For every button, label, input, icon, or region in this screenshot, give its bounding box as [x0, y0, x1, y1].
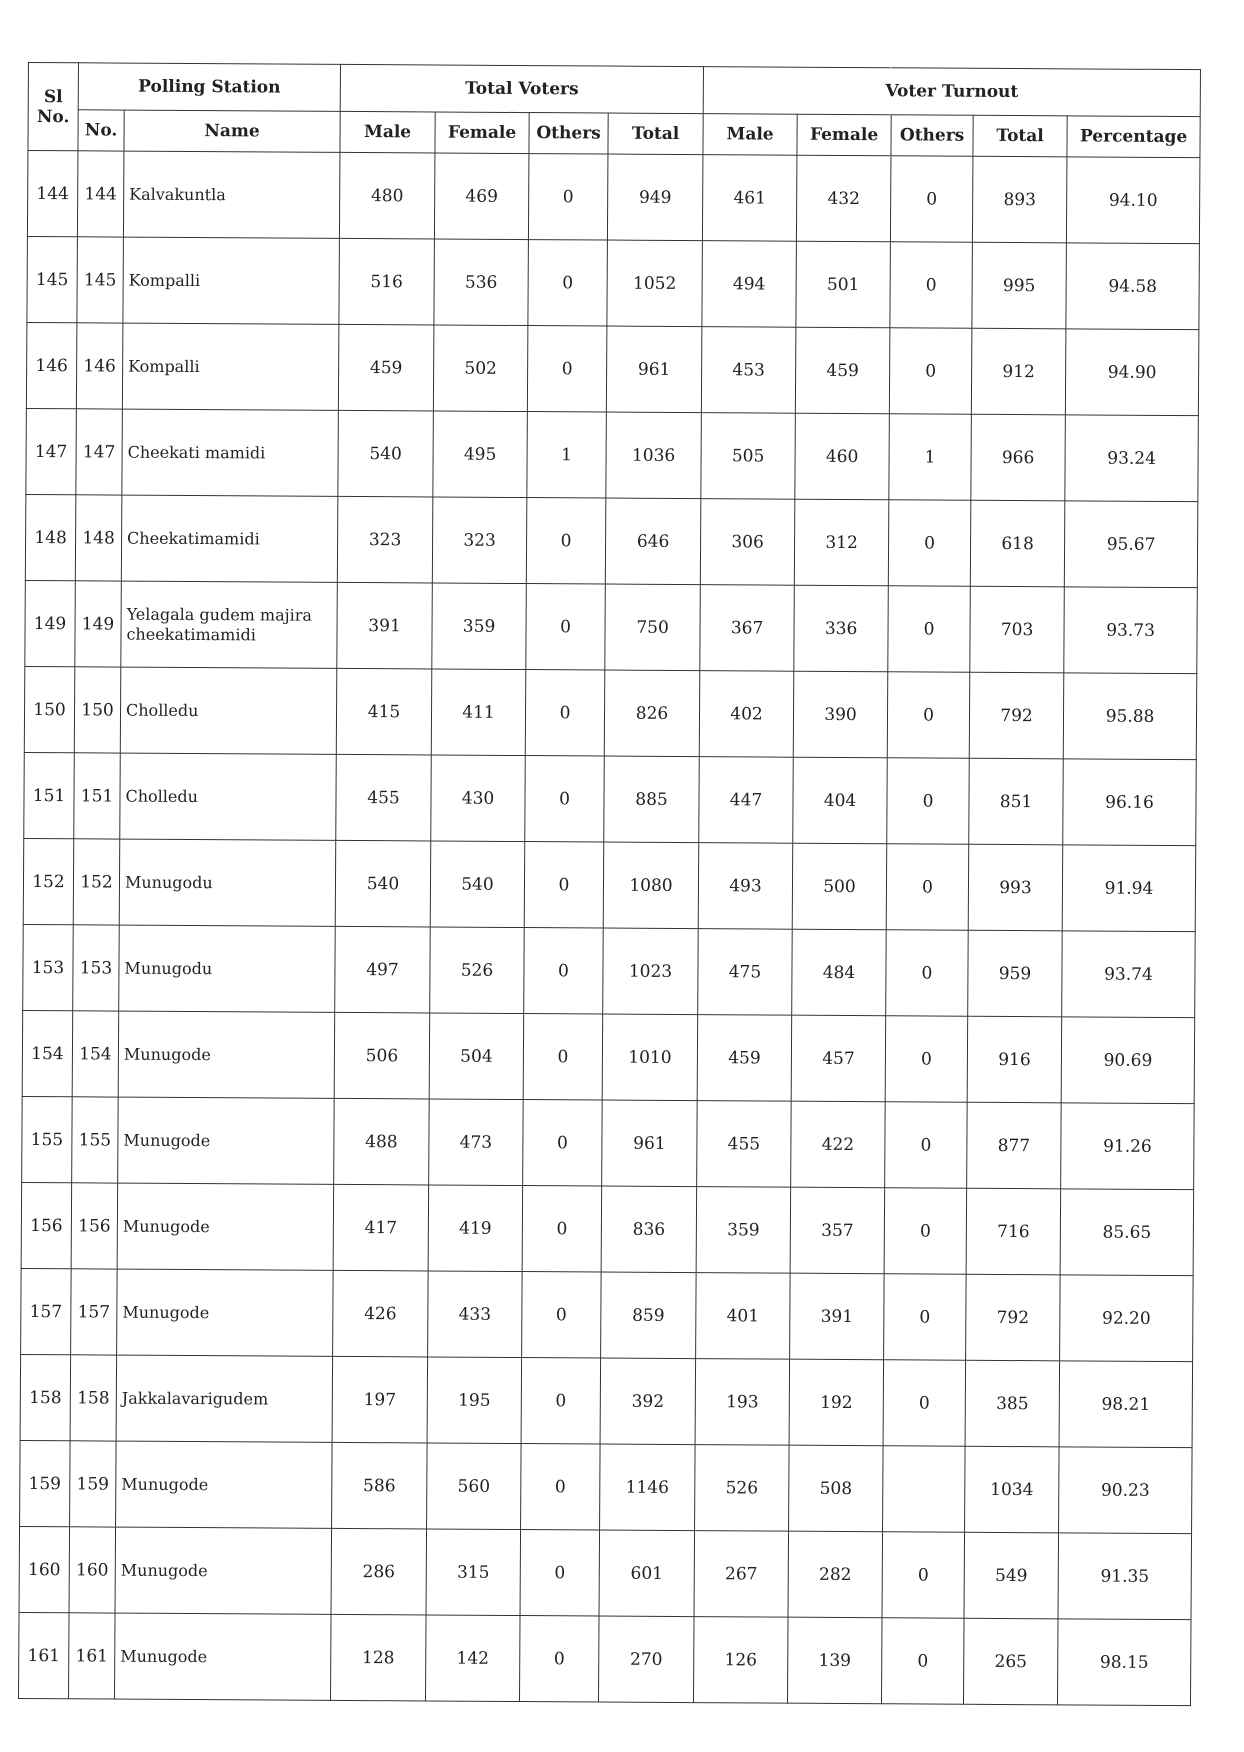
tv-total-cell: 1080 — [603, 842, 699, 929]
vt-total-cell: 851 — [969, 758, 1064, 845]
tv-female-cell: 430 — [431, 755, 526, 842]
sl-cell: 157 — [21, 1268, 72, 1354]
tv-female-cell: 315 — [426, 1529, 521, 1616]
no-cell: 158 — [70, 1355, 117, 1441]
vt-male-cell: 193 — [695, 1359, 790, 1446]
tv-others-cell: 0 — [520, 1616, 600, 1702]
col-tv-female: Female — [435, 112, 529, 154]
table-row — [21, 1182, 1194, 1275]
tv-others-cell: 0 — [522, 1186, 602, 1272]
tv-others-cell: 0 — [520, 1530, 600, 1616]
percentage-cell: 92.20 — [1060, 1275, 1194, 1362]
no-cell: 148 — [75, 495, 122, 581]
station-name-cell: Munugode — [118, 1097, 335, 1184]
vt-female-cell: 336 — [794, 585, 889, 672]
vt-total-cell: 893 — [972, 156, 1067, 243]
vt-others-cell: 0 — [882, 1532, 965, 1618]
vt-total-cell: 385 — [965, 1360, 1060, 1447]
vt-others-cell: 0 — [886, 930, 969, 1016]
col-vt-total: Total — [973, 115, 1067, 157]
vt-total-cell: 618 — [970, 500, 1065, 587]
sl-cell: 146 — [26, 322, 77, 408]
vt-others-cell: 0 — [882, 1618, 965, 1704]
vt-total-cell: 265 — [964, 1618, 1059, 1705]
tv-others-cell: 0 — [523, 1014, 603, 1100]
vt-male-cell: 447 — [699, 757, 794, 844]
vt-male-cell: 459 — [697, 1015, 792, 1102]
sl-cell: 151 — [24, 752, 75, 838]
tv-male-cell: 415 — [336, 668, 432, 755]
no-cell: 161 — [69, 1613, 116, 1699]
no-cell: 151 — [74, 753, 121, 839]
table-row — [26, 322, 1199, 415]
tv-others-cell: 0 — [523, 1100, 603, 1186]
tv-male-cell: 540 — [335, 840, 431, 927]
percentage-cell: 94.10 — [1066, 157, 1200, 244]
station-name-cell: Munugode — [116, 1441, 333, 1528]
vt-female-cell: 484 — [792, 929, 887, 1016]
tv-female-cell: 473 — [429, 1099, 524, 1186]
no-cell: 154 — [72, 1011, 119, 1097]
tv-female-cell: 502 — [433, 325, 528, 412]
table-row — [24, 666, 1197, 759]
tv-total-cell: 836 — [601, 1186, 697, 1273]
percentage-cell: 91.35 — [1058, 1533, 1192, 1620]
vt-female-cell: 501 — [796, 241, 891, 328]
no-cell: 147 — [76, 409, 123, 495]
tv-others-cell: 0 — [528, 240, 608, 326]
tv-female-cell: 469 — [434, 153, 529, 240]
vt-total-cell: 716 — [966, 1188, 1061, 1275]
tv-total-cell: 750 — [605, 584, 701, 671]
no-cell: 152 — [73, 839, 120, 925]
vt-female-cell: 192 — [789, 1359, 884, 1446]
tv-female-cell: 323 — [432, 497, 527, 584]
group-voter-turnout: Voter Turnout — [703, 67, 1200, 117]
no-cell: 149 — [75, 581, 122, 667]
station-name-cell: Munugodu — [119, 839, 336, 926]
tv-total-cell: 392 — [600, 1358, 696, 1445]
vt-others-cell: 1 — [889, 414, 972, 500]
vt-total-cell: 703 — [970, 586, 1065, 673]
tv-total-cell: 885 — [604, 756, 700, 843]
percentage-cell: 93.74 — [1062, 931, 1196, 1018]
station-name-cell: Munugodu — [119, 925, 336, 1012]
vt-others-cell: 0 — [885, 1016, 968, 1102]
tv-male-cell: 197 — [332, 1356, 428, 1443]
tv-others-cell: 0 — [524, 842, 604, 928]
tv-others-cell: 0 — [522, 1272, 602, 1358]
station-name-cell: Munugode — [115, 1613, 332, 1700]
vt-female-cell: 422 — [791, 1101, 886, 1188]
vt-female-cell: 390 — [793, 671, 888, 758]
vt-female-cell: 282 — [788, 1531, 883, 1618]
vt-female-cell: 404 — [793, 757, 888, 844]
table-row — [19, 1526, 1192, 1619]
col-sl-no: Sl No. — [28, 63, 79, 151]
tv-male-cell: 426 — [333, 1270, 429, 1357]
table-row — [24, 752, 1197, 845]
col-vt-male: Male — [703, 114, 797, 156]
group-total-voters: Total Voters — [340, 64, 703, 113]
vt-others-cell: 0 — [889, 328, 972, 414]
header-row-1 — [28, 63, 1200, 117]
percentage-cell: 94.58 — [1066, 243, 1200, 330]
vt-others-cell: 0 — [884, 1274, 967, 1360]
tv-others-cell: 1 — [527, 412, 607, 498]
station-name-cell: Jakkalavarigudem — [116, 1355, 333, 1442]
percentage-cell: 94.90 — [1065, 329, 1199, 416]
vt-male-cell: 267 — [694, 1531, 789, 1618]
no-cell: 156 — [71, 1183, 118, 1269]
tv-male-cell: 323 — [337, 496, 433, 583]
tv-others-cell: 0 — [524, 928, 604, 1014]
no-cell: 150 — [74, 667, 121, 753]
table-row — [23, 838, 1196, 931]
sl-cell: 154 — [22, 1010, 73, 1096]
vt-female-cell: 457 — [791, 1015, 886, 1102]
sl-cell: 155 — [22, 1096, 73, 1182]
percentage-cell: 95.88 — [1063, 673, 1197, 760]
no-cell: 157 — [71, 1269, 118, 1355]
vt-male-cell: 494 — [702, 241, 797, 328]
vt-total-cell: 959 — [968, 930, 1063, 1017]
tv-male-cell: 497 — [335, 926, 431, 1013]
station-name-cell: Cheekatimamidi — [121, 495, 338, 582]
no-cell: 145 — [77, 237, 124, 323]
station-name-cell: Kalvakuntla — [123, 151, 340, 238]
vt-others-cell: 0 — [890, 156, 973, 242]
vt-total-cell: 549 — [964, 1532, 1059, 1619]
vt-others-cell: 0 — [885, 1102, 968, 1188]
percentage-cell: 93.24 — [1065, 415, 1199, 502]
col-no: No. — [78, 110, 124, 151]
tv-total-cell: 1010 — [602, 1014, 698, 1101]
vt-total-cell: 792 — [966, 1274, 1061, 1361]
table-row — [25, 580, 1198, 673]
vt-others-cell: 0 — [884, 1188, 967, 1274]
no-cell: 160 — [69, 1527, 116, 1613]
tv-female-cell: 142 — [426, 1615, 521, 1702]
tv-female-cell: 504 — [429, 1013, 524, 1100]
col-tv-total: Total — [608, 113, 703, 155]
station-name-cell: Yelagala gudem majira cheekatimamidi — [121, 581, 338, 668]
no-cell: 153 — [73, 925, 120, 1011]
station-name-cell: Kompalli — [122, 323, 339, 410]
tv-total-cell: 859 — [601, 1272, 697, 1359]
vt-male-cell: 493 — [698, 843, 793, 930]
tv-male-cell: 516 — [339, 238, 435, 325]
percentage-cell: 91.94 — [1062, 845, 1196, 932]
percentage-cell: 90.69 — [1061, 1017, 1195, 1104]
table-row — [20, 1354, 1193, 1447]
no-cell: 159 — [70, 1441, 117, 1527]
tv-total-cell: 270 — [599, 1616, 695, 1703]
col-vt-female: Female — [797, 114, 891, 156]
vt-male-cell: 455 — [697, 1101, 792, 1188]
tv-male-cell: 286 — [331, 1528, 427, 1615]
table-row — [20, 1440, 1193, 1533]
vt-male-cell: 526 — [695, 1445, 790, 1532]
vt-others-cell — [883, 1446, 966, 1532]
vt-male-cell: 306 — [700, 499, 795, 586]
tv-male-cell: 391 — [337, 582, 433, 669]
sl-cell: 152 — [23, 838, 74, 924]
tv-total-cell: 601 — [599, 1530, 695, 1617]
station-name-cell: Cholledu — [120, 667, 337, 754]
table-row — [25, 494, 1198, 587]
vt-female-cell: 357 — [790, 1187, 885, 1274]
station-name-cell: Cholledu — [120, 753, 337, 840]
vt-male-cell: 475 — [698, 929, 793, 1016]
station-name-cell: Munugode — [117, 1183, 334, 1270]
tv-total-cell: 949 — [607, 154, 703, 241]
tv-others-cell: 0 — [526, 584, 606, 670]
vt-total-cell: 966 — [971, 414, 1066, 501]
sl-cell: 145 — [27, 236, 78, 322]
tv-female-cell: 540 — [430, 841, 525, 928]
table-row — [22, 1010, 1195, 1103]
vt-female-cell: 460 — [795, 413, 890, 500]
tv-male-cell: 540 — [338, 410, 434, 497]
vt-others-cell: 0 — [886, 844, 969, 930]
vt-male-cell: 126 — [694, 1617, 789, 1704]
percentage-cell: 98.21 — [1059, 1361, 1193, 1448]
vt-male-cell: 359 — [696, 1187, 791, 1274]
table-row — [27, 236, 1200, 329]
tv-female-cell: 419 — [428, 1185, 523, 1272]
table-row — [22, 1096, 1195, 1189]
percentage-cell: 95.67 — [1064, 501, 1198, 588]
sl-cell: 156 — [21, 1182, 72, 1268]
tv-others-cell: 0 — [527, 326, 607, 412]
tv-female-cell: 433 — [428, 1271, 523, 1358]
vt-female-cell: 459 — [795, 327, 890, 414]
tv-total-cell: 1036 — [606, 412, 702, 499]
vt-others-cell: 0 — [888, 500, 971, 586]
tv-others-cell: 0 — [521, 1358, 601, 1444]
tv-others-cell: 0 — [525, 756, 605, 842]
tv-total-cell: 826 — [604, 670, 700, 757]
vt-total-cell: 995 — [972, 242, 1067, 329]
tv-total-cell: 1052 — [607, 240, 703, 327]
station-name-cell: Cheekati mamidi — [122, 409, 339, 496]
tv-total-cell: 961 — [602, 1100, 698, 1187]
vt-total-cell: 877 — [967, 1102, 1062, 1189]
sl-cell: 161 — [19, 1612, 70, 1698]
no-cell: 146 — [76, 323, 123, 409]
percentage-cell: 93.73 — [1064, 587, 1198, 674]
vt-female-cell: 508 — [789, 1445, 884, 1532]
tv-others-cell: 0 — [528, 154, 608, 240]
sl-cell: 159 — [20, 1440, 71, 1526]
vt-female-cell: 500 — [792, 843, 887, 930]
vt-others-cell: 0 — [887, 758, 970, 844]
percentage-cell: 90.23 — [1059, 1447, 1193, 1534]
percentage-cell: 91.26 — [1061, 1103, 1195, 1190]
station-name-cell: Kompalli — [123, 237, 340, 324]
vt-others-cell: 0 — [883, 1360, 966, 1446]
tv-male-cell: 586 — [332, 1442, 428, 1529]
vt-female-cell: 391 — [790, 1273, 885, 1360]
sl-cell: 150 — [24, 666, 75, 752]
sl-cell: 158 — [20, 1354, 71, 1440]
tv-male-cell: 488 — [334, 1098, 430, 1185]
sl-cell: 147 — [26, 408, 77, 494]
station-name-cell: Munugode — [115, 1527, 332, 1614]
table-row — [21, 1268, 1194, 1361]
percentage-cell: 85.65 — [1060, 1189, 1194, 1276]
tv-others-cell: 0 — [525, 670, 605, 756]
no-cell: 144 — [77, 151, 124, 237]
table-body — [19, 151, 1200, 1706]
table-row — [27, 151, 1200, 244]
tv-male-cell: 480 — [339, 152, 435, 239]
tv-female-cell: 536 — [434, 239, 529, 326]
vt-total-cell: 912 — [971, 328, 1066, 415]
vt-male-cell: 402 — [699, 671, 794, 758]
document-sheet — [18, 62, 1200, 1706]
vt-total-cell: 993 — [968, 844, 1063, 931]
sl-cell: 160 — [19, 1526, 70, 1612]
vt-female-cell: 139 — [788, 1617, 883, 1704]
tv-male-cell: 128 — [331, 1614, 427, 1701]
tv-female-cell: 526 — [430, 927, 525, 1014]
tv-female-cell: 560 — [427, 1443, 522, 1530]
vt-others-cell: 0 — [888, 586, 971, 672]
table-row — [26, 408, 1199, 501]
vt-others-cell: 0 — [887, 672, 970, 758]
table-row — [19, 1612, 1192, 1705]
tv-male-cell: 455 — [336, 754, 432, 841]
tv-female-cell: 359 — [432, 583, 527, 670]
col-percentage: Percentage — [1067, 116, 1200, 158]
group-polling-station: Polling Station — [78, 63, 340, 112]
tv-total-cell: 1146 — [600, 1444, 696, 1531]
tv-female-cell: 411 — [431, 669, 526, 756]
voter-turnout-table — [18, 62, 1201, 1706]
sl-cell: 153 — [23, 924, 74, 1010]
vt-male-cell: 401 — [696, 1273, 791, 1360]
vt-female-cell: 432 — [796, 155, 891, 242]
tv-female-cell: 495 — [433, 411, 528, 498]
vt-male-cell: 367 — [700, 585, 795, 672]
vt-male-cell: 505 — [701, 413, 796, 500]
tv-male-cell: 506 — [334, 1012, 430, 1099]
vt-female-cell: 312 — [794, 499, 889, 586]
vt-total-cell: 916 — [967, 1016, 1062, 1103]
tv-male-cell: 459 — [338, 324, 434, 411]
tv-female-cell: 195 — [427, 1357, 522, 1444]
station-name-cell: Munugode — [117, 1269, 334, 1356]
vt-male-cell: 453 — [701, 327, 796, 414]
vt-total-cell: 1034 — [965, 1446, 1060, 1533]
col-tv-male: Male — [340, 111, 435, 153]
col-tv-others: Others — [529, 113, 608, 154]
tv-total-cell: 1023 — [603, 928, 699, 1015]
tv-total-cell: 646 — [605, 498, 701, 585]
vt-male-cell: 461 — [702, 155, 797, 242]
sl-cell: 148 — [25, 494, 76, 580]
sl-cell: 149 — [25, 580, 76, 666]
sl-cell: 144 — [27, 151, 78, 237]
no-cell: 155 — [72, 1097, 119, 1183]
tv-total-cell: 961 — [606, 326, 702, 413]
tv-male-cell: 417 — [333, 1184, 429, 1271]
station-name-cell: Munugode — [118, 1011, 335, 1098]
tv-others-cell: 0 — [521, 1444, 601, 1530]
percentage-cell: 98.15 — [1058, 1619, 1192, 1706]
percentage-cell: 96.16 — [1063, 759, 1197, 846]
col-vt-others: Others — [891, 115, 973, 157]
vt-total-cell: 792 — [969, 672, 1064, 759]
vt-others-cell: 0 — [890, 242, 973, 328]
tv-others-cell: 0 — [526, 498, 606, 584]
col-name: Name — [124, 110, 340, 152]
table-row — [23, 924, 1196, 1017]
header-row-2 — [28, 110, 1200, 158]
